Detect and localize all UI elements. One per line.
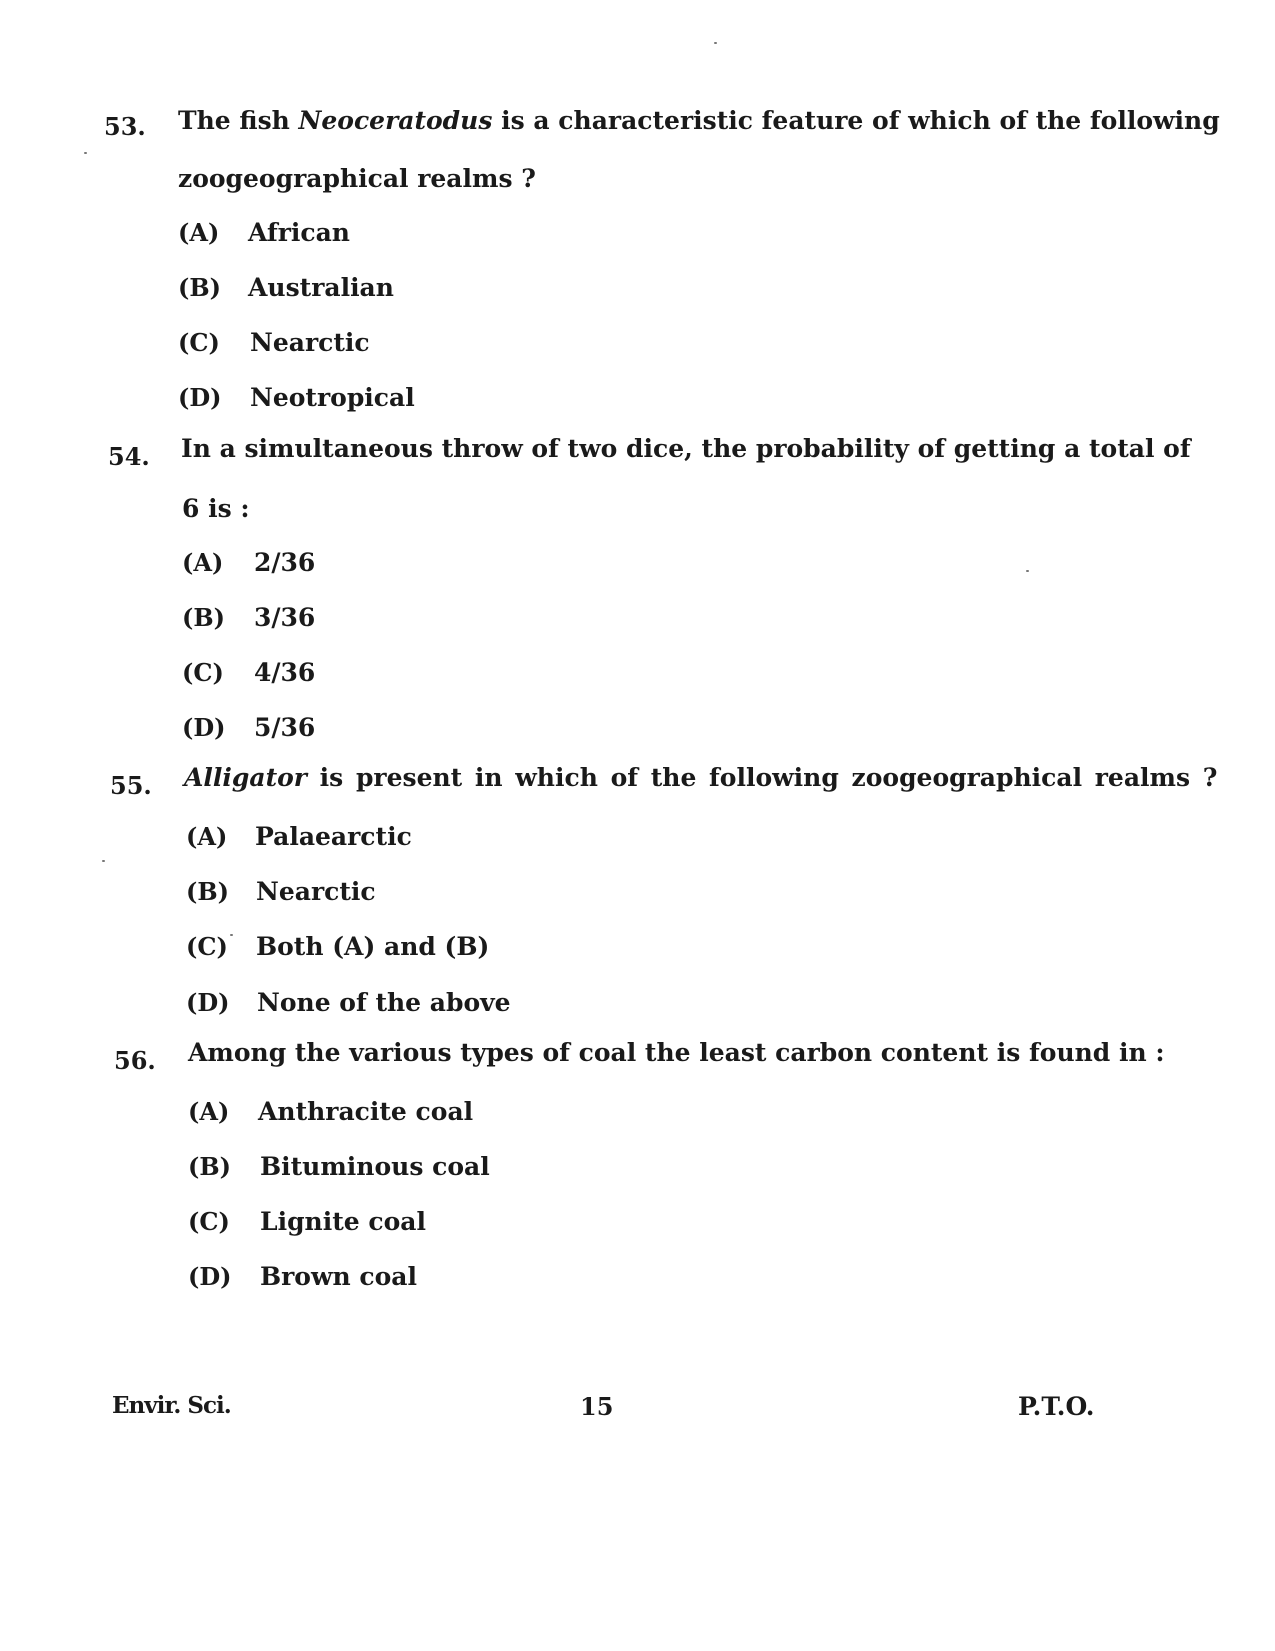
option-label: (A) <box>178 218 220 247</box>
question-text-line: The fish Neoceratodus is a characteristic feature of which of the following <box>178 106 1220 135</box>
option-label: (D) <box>188 1262 232 1291</box>
option-label: (A) <box>182 548 224 577</box>
option-text: Nearctic <box>250 328 370 357</box>
option-text: Anthracite coal <box>258 1097 474 1126</box>
scan-speck <box>714 42 717 44</box>
option-text: Bituminous coal <box>260 1152 490 1181</box>
species-name: Neoceratodus <box>298 106 493 135</box>
option-label: (D) <box>178 383 222 412</box>
question-text-line: Alligator is present in which of the following zoogeographical realms ? <box>184 763 1218 792</box>
question-text-line: In a simultaneous throw of two dice, the probability of getting a total of <box>181 434 1191 463</box>
option-label: (D) <box>186 988 230 1017</box>
question-number: 53. <box>104 112 146 141</box>
option-label: (A) <box>186 822 228 851</box>
option-text: 5/36 <box>254 713 316 742</box>
option-text: Neotropical <box>250 383 415 412</box>
option-label: (C) <box>178 328 220 357</box>
option-text: Brown coal <box>260 1262 417 1291</box>
option-label: (A) <box>188 1097 230 1126</box>
scan-speck <box>84 152 87 154</box>
option-text: Palaearctic <box>255 822 412 851</box>
question-text-line: zoogeographical realms ? <box>178 164 536 193</box>
scan-speck <box>1026 570 1029 572</box>
species-name: Alligator <box>184 763 307 792</box>
scan-speck <box>102 860 105 862</box>
option-text: Both (A) and (B) <box>256 932 490 961</box>
footer-pto: P.T.O. <box>1018 1392 1095 1421</box>
footer-subject: Envir. Sci. <box>112 1392 231 1419</box>
option-label: (C) <box>182 658 224 687</box>
option-label: (B) <box>186 877 229 906</box>
option-label: (C) <box>186 932 228 961</box>
question-number: 56. <box>114 1046 156 1075</box>
question-text-line: Among the various types of coal the least carbon content is found in : <box>188 1038 1165 1067</box>
option-text: African <box>248 218 350 247</box>
option-text: 4/36 <box>254 658 316 687</box>
option-text: None of the above <box>257 988 511 1017</box>
footer-page-number: 15 <box>580 1392 614 1421</box>
option-text: Australian <box>248 273 394 302</box>
question-number: 55. <box>110 771 152 800</box>
option-text: Lignite coal <box>260 1207 426 1236</box>
option-text: 3/36 <box>254 603 316 632</box>
option-label: (C) <box>188 1207 230 1236</box>
question-number: 54. <box>108 442 150 471</box>
scan-speck <box>230 934 233 936</box>
option-text: 2/36 <box>254 548 316 577</box>
option-label: (D) <box>182 713 226 742</box>
question-text-line: 6 is : <box>182 494 250 523</box>
option-label: (B) <box>178 273 221 302</box>
option-text: Nearctic <box>256 877 376 906</box>
option-label: (B) <box>182 603 225 632</box>
option-label: (B) <box>188 1152 231 1181</box>
